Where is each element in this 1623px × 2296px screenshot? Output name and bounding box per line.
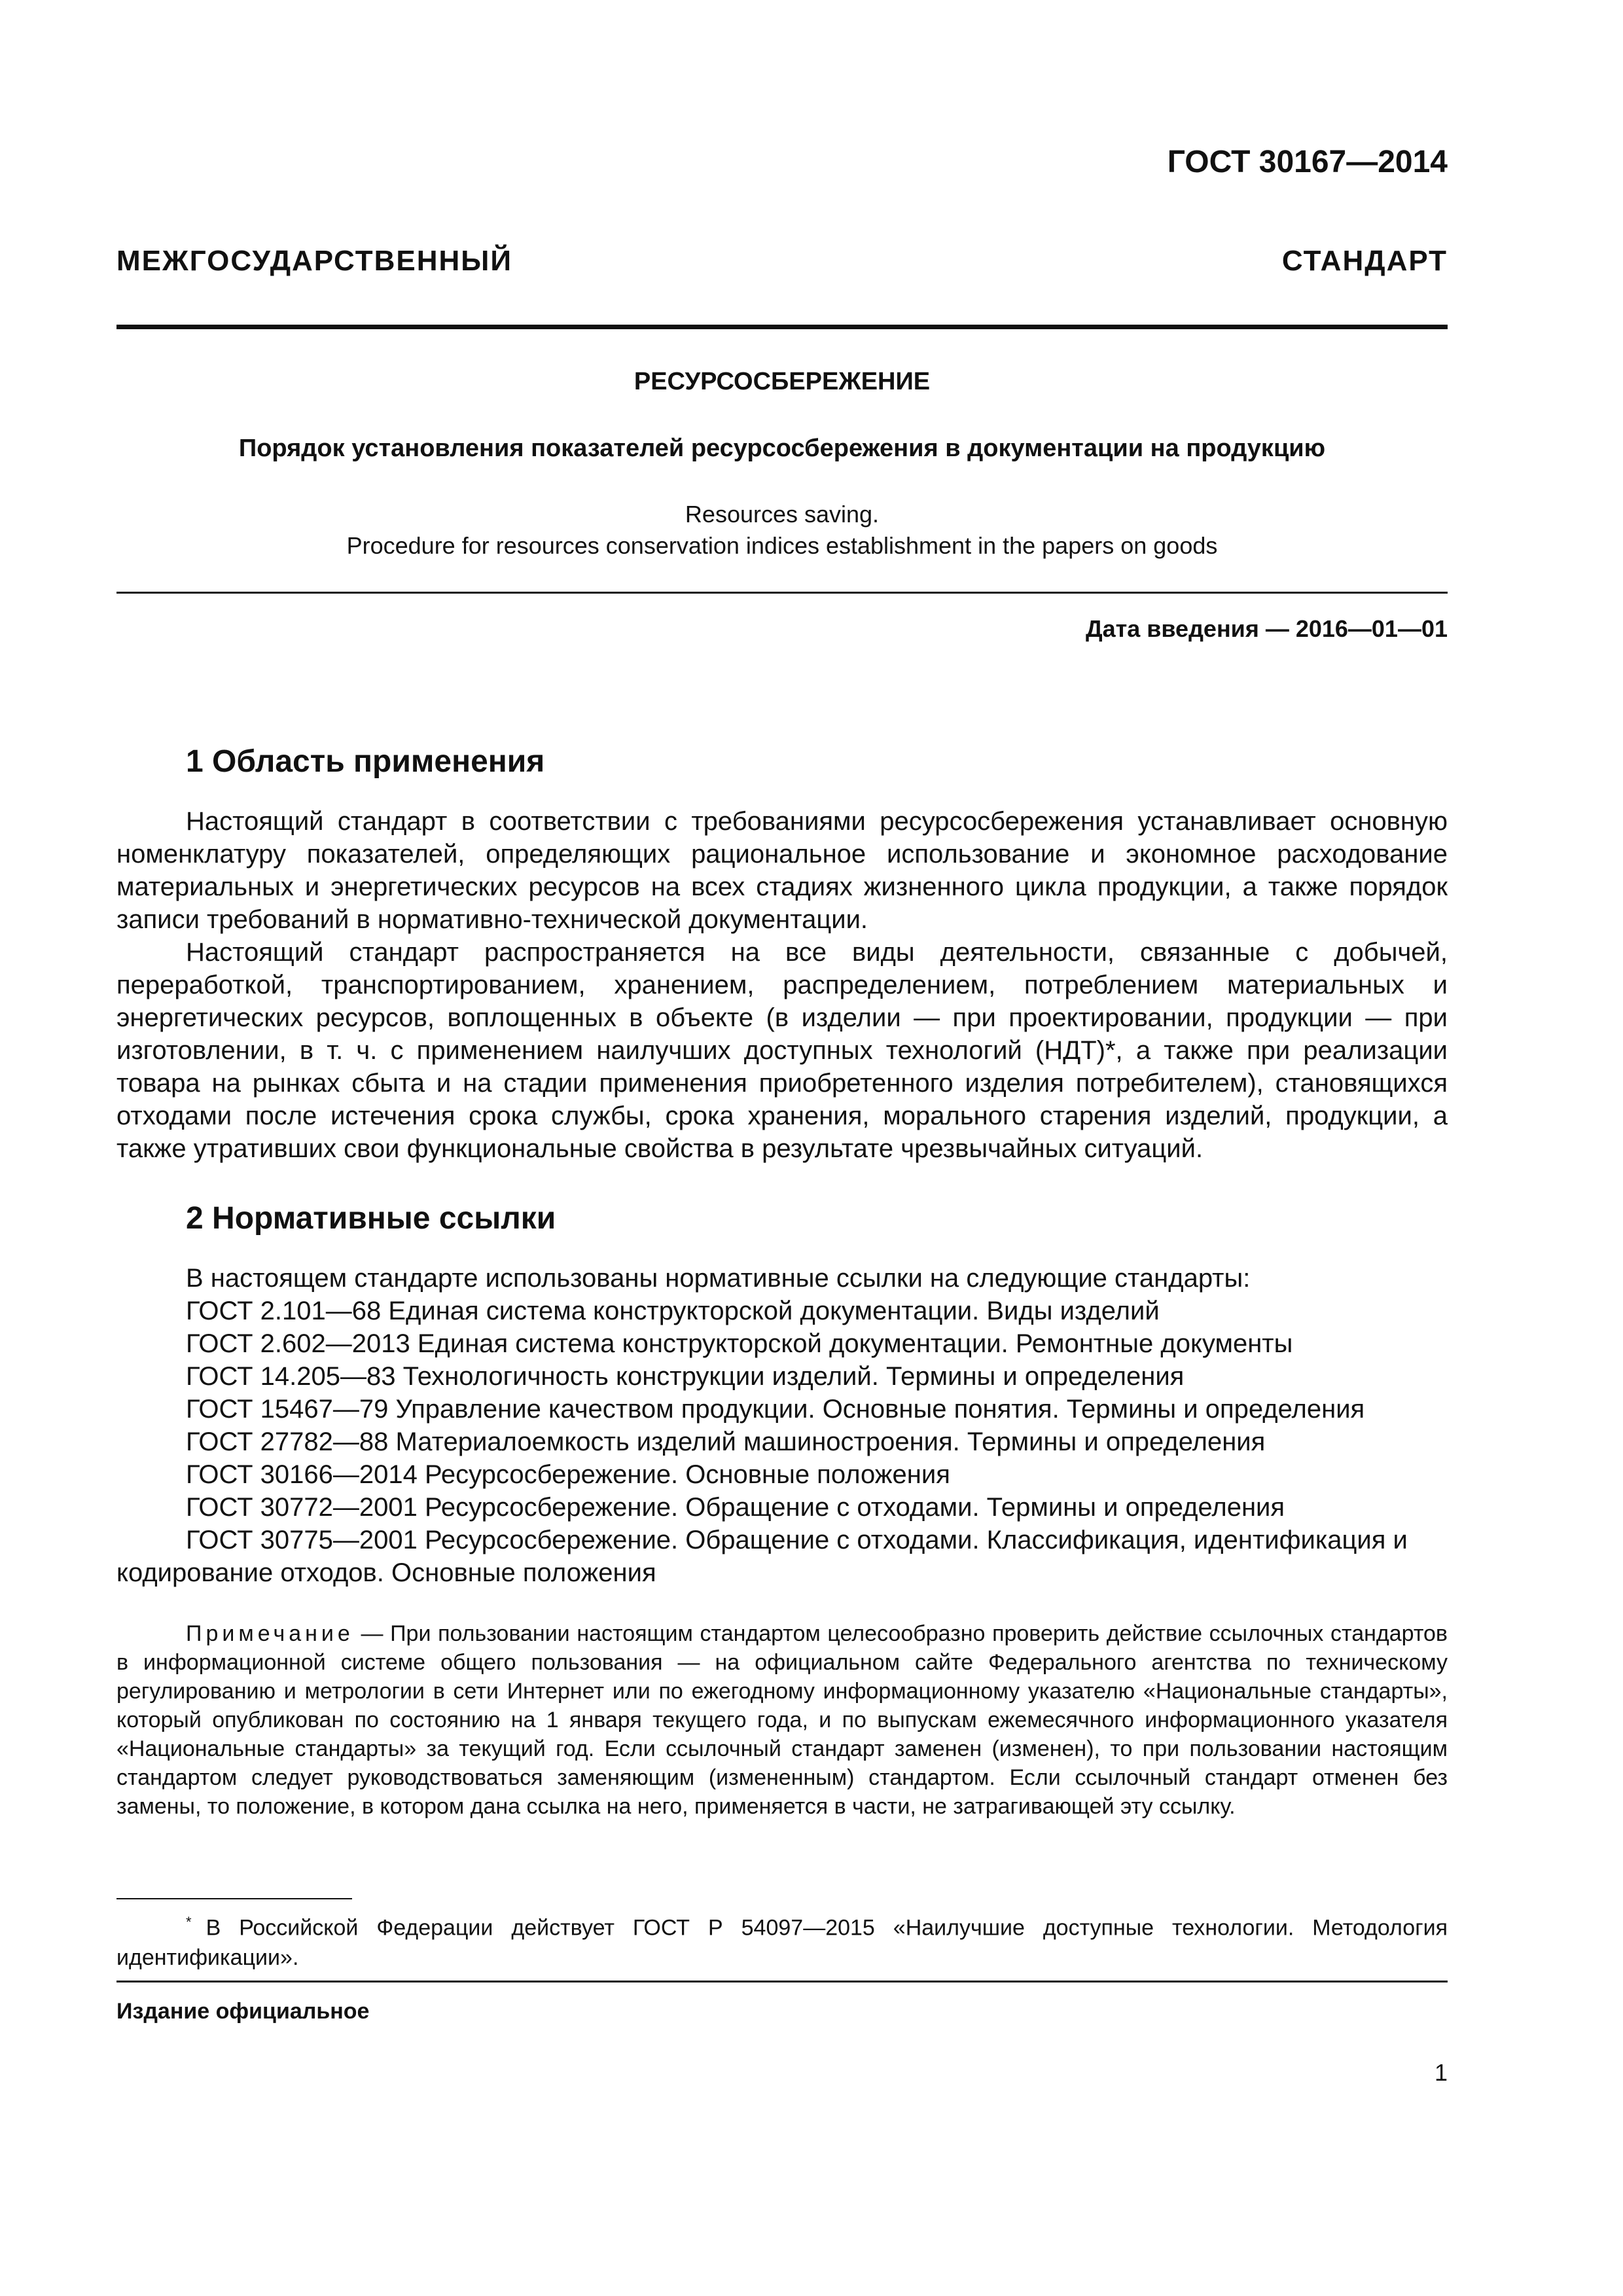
- english-title-line-2: Procedure for resources conservation indices establishment in the papers on goods: [346, 532, 1218, 559]
- footnote-mark: *: [186, 1914, 192, 1930]
- footer-divider: [116, 1981, 1448, 1982]
- document-number: ГОСТ 30167—2014: [1167, 145, 1448, 179]
- note-label: Примечание: [186, 1621, 354, 1646]
- document-subtitle: Порядок установления показателей ресурсосбережения в документации на продукцию: [238, 435, 1326, 462]
- section-2-heading: 2 Нормативные ссылки: [186, 1201, 556, 1236]
- page-number: 1: [1434, 2059, 1448, 2086]
- note-paragraph: [116, 1619, 1448, 1821]
- english-title-line-1: Resources saving.: [685, 501, 880, 528]
- reference-item: ГОСТ 30166—2014 Ресурсосбережение. Основные положения: [186, 1460, 950, 1489]
- footnote: [116, 1907, 1448, 1973]
- reference-item: ГОСТ 30775—2001 Ресурсосбережение. Обращение с отходами. Классификация, идентификация и кодирование отходов. Основные положения: [116, 1526, 1408, 1587]
- reference-item: ГОСТ 14.205—83 Технологичность конструкции изделий. Термины и определения: [186, 1362, 1185, 1391]
- reference-item: ГОСТ 2.602—2013 Единая система конструкторской документации. Ремонтные документы: [186, 1329, 1293, 1358]
- english-title: [116, 499, 1448, 562]
- footnote-divider: [116, 1898, 352, 1899]
- footnote-text: В Российской Федерации действует ГОСТ Р 54097—2015 «Наилучшие доступные технологии. Методология идентификации».: [116, 1915, 1448, 1971]
- reference-item: ГОСТ 2.101—68 Единая система конструкторской документации. Виды изделий: [186, 1297, 1160, 1325]
- document-title: РЕСУРСОСБЕРЕЖЕНИЕ: [633, 368, 931, 395]
- section-1-heading: 1 Область применения: [186, 744, 545, 779]
- note-block: [116, 1619, 1448, 1821]
- introduction-date: Дата введения — 2016—01—01: [1085, 615, 1448, 642]
- reference-item: ГОСТ 15467—79 Управление качеством продукции. Основные понятия. Термины и определения: [186, 1395, 1365, 1424]
- title-divider: [116, 592, 1448, 594]
- section-1-paragraph: Настоящий стандарт в соответствии с требованиями ресурсосбережения устанавливает основную номенклатуру показателей, определяющих рациональное использование и экономное расходование материальных и энергетических ресурсов на всех стадиях жизненного цикла продукции, а также порядок записи требований в нормативно-технической документации.: [116, 807, 1448, 934]
- references-intro: В настоящем стандарте использованы нормативные ссылки на следующие стандарты:: [186, 1264, 1251, 1293]
- reference-item: ГОСТ 27782—88 Материалоемкость изделий машиностроения. Термины и определения: [186, 1427, 1266, 1456]
- footnote-paragraph: [116, 1907, 1448, 1973]
- note-text: — При пользовании настоящим стандартом целесообразно проверить действие ссылочных стандартов в информационной системе общего пользования — на официальном сайте Федерального агентства по техническому регулированию и метрологии в сети Интернет или по ежегодному информационному указателю «Национальные стандарты», который опубликован по состоянию на 1 января текущего года, и по выпускам ежемесячного информационного указателя «Национальные стандарты» за текущий год. Если ссылочный стандарт заменен (изменен), то при пользовании настоящим стандартом следует руководствоваться заменяющим (измененным) стандартом. Если ссылочный стандарт отменен без замены, то положение, в котором дана ссылка на него, применяется в части, не затрагивающей эту ссылку.: [116, 1621, 1448, 1819]
- section-1-paragraph: Настоящий стандарт распространяется на все виды деятельности, связанные с добычей, переработкой, транспортированием, хранением, распределением, потреблением материальных и энергетических ресурсов, воплощенных в объекте (в изделии — при проектировании, продукции — при изготовлении, в т. ч. с применением наилучших доступных технологий (НДТ)*, а также при реализации товара на рынках сбыта и на стадии применения приобретенного изделия потребителем), становящихся отходами после истечения срока службы, срока хранения, морального старения изделий, продукции, а также утративших свои функциональные свойства в результате чрезвычайных ситуаций.: [116, 938, 1448, 1163]
- top-divider: [116, 325, 1448, 329]
- normative-references-list: [116, 1262, 1448, 1589]
- standard-type-heading: МЕЖГОСУДАРСТВЕННЫЙ СТАНДАРТ: [116, 245, 1448, 277]
- section-1-body: [116, 805, 1448, 1165]
- edition-label: Издание официальное: [116, 1999, 370, 2024]
- reference-item: ГОСТ 30772—2001 Ресурсосбережение. Обращение с отходами. Термины и определения: [186, 1493, 1285, 1522]
